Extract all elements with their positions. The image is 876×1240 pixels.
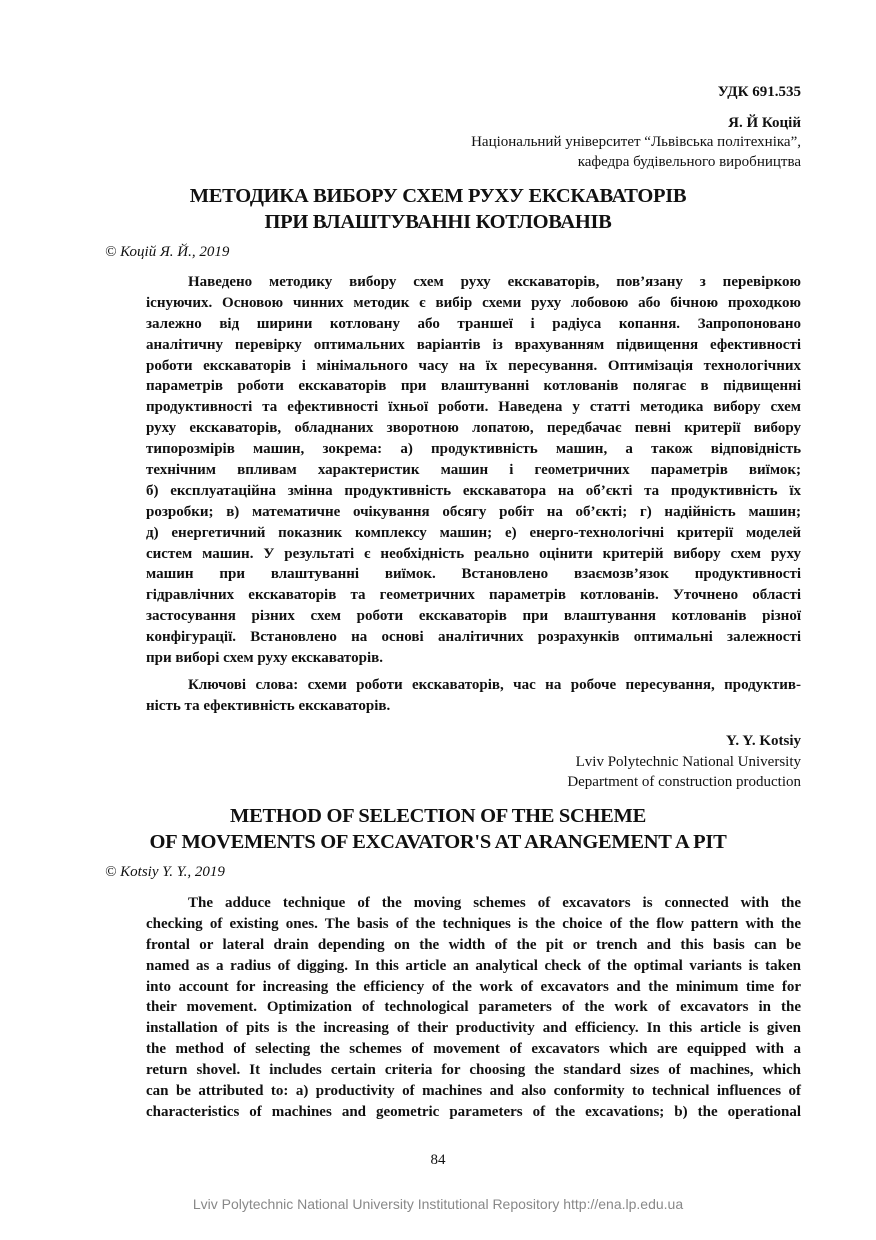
paragraph-line: гідравлічних екскаваторів та геометричних параметрів котлованів. Уточнено області	[146, 587, 801, 604]
paragraph-line: frontal or lateral drain depending on the width of the pit or trench and this basis can be	[146, 936, 801, 953]
copyright-en: © Kotsiy Y. Y., 2019	[105, 864, 225, 880]
paragraph-line: систем машин. У результаті є необхідність реально оцінити критерій вибору схем руху	[146, 545, 801, 562]
repository-footer: Lviv Polytechnic National University Institutional Repository http://ena.lp.edu.ua	[192, 1196, 684, 1212]
copyright-ua: © Коцій Я. Й., 2019	[105, 244, 230, 260]
paragraph-line: типорозмірів машин, зокрема: а) продуктивність машин, а також відповідність	[146, 441, 801, 458]
paragraph-line: параметрів роботи екскаваторів при влаштуванні котлованів полягає в підвищенні	[146, 378, 801, 395]
paragraph-line: the method of selecting the schemes of movement of excavators which are equipped with a	[146, 1041, 801, 1058]
paragraph-line: named as a radius of digging. In this article an analytical check of the optimal variants is taken	[146, 957, 801, 974]
udk-code: УДК 691.535	[717, 84, 801, 100]
paragraph-line: застосування різних схем роботи екскаваторів при влаштування котлованів різної	[146, 608, 801, 625]
paragraph-line: installation of pits is the increasing of their productivity and efficiency. In this article is given	[146, 1020, 801, 1037]
title-ua-line: МЕТОДИКА ВИБОРУ СХЕМ РУХУ ЕКСКАВАТОРІВ	[189, 185, 687, 207]
paragraph-line: Наведено методику вибору схем руху екскаваторів, пов’язану з перевіркою	[188, 274, 801, 290]
paragraph-line: Ключові слова: схеми роботи екскаваторів, час на робоче пересування, продуктив-	[188, 677, 801, 693]
paragraph-line: машин при влаштуванні виїмок. Встановлено взаємозв’язок продуктивності	[146, 566, 801, 583]
affiliation-en-line: Lviv Polytechnic National University	[575, 754, 801, 770]
paragraph-line: розробки; в) математичне очікування обсягу робіт на об’єкті; г) надійність машин;	[146, 503, 801, 520]
title-en-line: METHOD OF SELECTION OF THE SCHEME	[230, 805, 646, 827]
abstract-en	[146, 893, 801, 1123]
paragraph-line: The adduce technique of the moving schemes of excavators is connected with the	[188, 895, 801, 911]
affiliation-ua-line: Національний університет “Львівська політехніка”,	[471, 134, 801, 150]
paragraph-line: руху екскаваторів, обладнаних зворотною лопатою, передбачає певні критерії вибору	[146, 420, 801, 437]
paragraph-line: існуючих. Основою чинних методик є вибір схеми руху лобовою або бічною проходкою	[146, 294, 801, 311]
paragraph-line: into account for increasing the efficiency of the work of excavators and the minimum time for	[146, 978, 801, 995]
paragraph-line: залежно від ширини котловану або траншеї і радіуса копання. Запропоновано	[146, 315, 801, 332]
paragraph-line: ність та ефективність екскаваторів.	[146, 697, 391, 714]
paragraph-line: their movement. Optimization of technological parameters of the work of excavators in the	[146, 999, 801, 1016]
affiliation-ua-line: кафедра будівельного виробництва	[577, 154, 801, 170]
paragraph-line: б) експлуатаційна змінна продуктивність екскаватора на об’єкті та продуктивність їх	[146, 482, 801, 499]
abstract-ua	[146, 272, 801, 669]
title-en-line: OF MOVEMENTS OF EXCAVATOR'S AT ARANGEMENT A PIT	[149, 831, 727, 853]
paragraph-line: технічним впливам характеристик машин і геометричних параметрів виїмок;	[146, 462, 801, 479]
paragraph-line: конфігурації. Встановлено на основі аналітичних розрахунків оптимальні залежності	[146, 629, 801, 646]
paragraph-line: при виборі схем руху екскаваторів.	[146, 650, 383, 667]
paragraph-line: checking of existing ones. The basis of the techniques is the choice of the flow pattern with the	[146, 915, 801, 932]
paragraph-line: роботи екскаваторів і мінімального часу на їх пересування. Оптимізація технологічних	[146, 357, 801, 374]
title-ua	[0, 183, 876, 235]
affiliation-en-line: Department of construction production	[567, 774, 801, 790]
paragraph-line: characteristics of machines and geometric parameters of the excavations; b) the operational	[146, 1103, 801, 1120]
paragraph-line: продуктивності та ефективності їхньої роботи. Наведена у статті методика вибору схем	[146, 399, 801, 416]
paragraph-line: can be attributed to: a) productivity of machines and also conformity to technical influences of	[146, 1083, 801, 1100]
paragraph-line: д) енергетичний показник комплексу машин; е) енерго-технологічні критерії моделей	[146, 524, 801, 541]
paragraph-line: return shovel. It includes certain criteria for choosing the standard sizes of machines, which	[146, 1062, 801, 1079]
paragraph-line: аналітичну перевірку оптимальних варіантів із врахуванням підвищення ефективності	[146, 336, 801, 353]
page-number: 84	[430, 1152, 446, 1168]
keywords-ua	[146, 675, 801, 717]
title-en	[0, 803, 876, 855]
title-ua-line: ПРИ ВЛАШТУВАННІ КОТЛОВАНІВ	[264, 211, 612, 233]
author-name-en: Y. Y. Kotsiy	[725, 733, 801, 749]
author-name-ua: Я. Й Коцій	[728, 115, 801, 131]
